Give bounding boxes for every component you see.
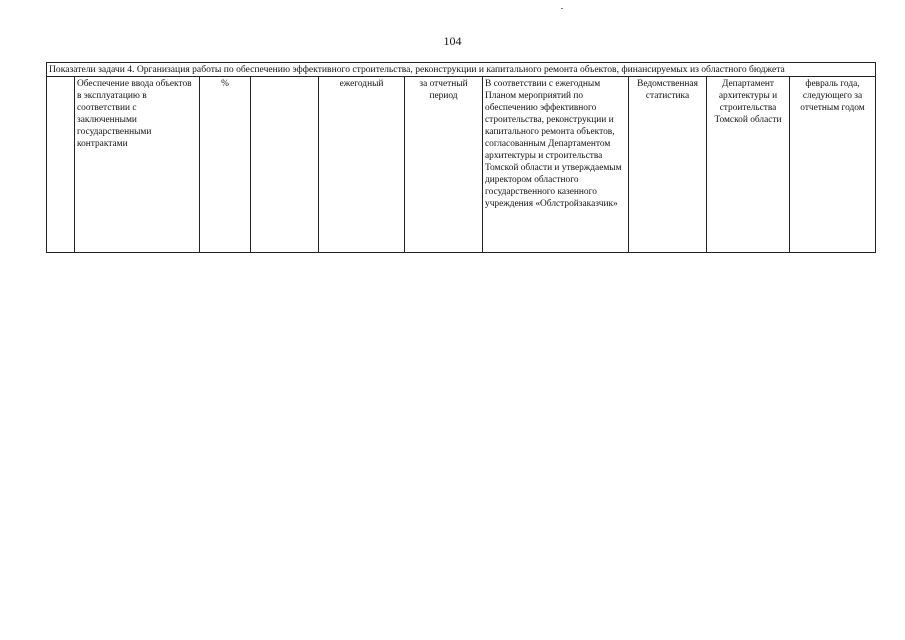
period-cell: за отчетный период bbox=[405, 77, 483, 253]
section-title: Показатели задачи 4. Организация работы по обеспечению эффективного строительства, реконструкции и капитального ремонта объектов, финансируемых из областного бюджета bbox=[47, 63, 876, 77]
method-cell: В соответствии с ежегодным Планом мероприятий по обеспечению эффективного строительства, реконструкции и капитального ремонта объектов, согласованным Департаментом архитектуры и строительства Томской области и утверждаемым директором областного государственного казенного учреждения «Облстройзаказчик» bbox=[483, 77, 629, 253]
table-row bbox=[47, 77, 876, 253]
unit-cell: % bbox=[200, 77, 251, 253]
source-cell: Ведомственная статистика bbox=[629, 77, 707, 253]
frequency-cell: ежегодный bbox=[319, 77, 405, 253]
empty-cell bbox=[251, 77, 319, 253]
indicator-name-cell: Обеспечение ввода объектов в эксплуатацию в соответствии с заключенными государственными контрактами bbox=[75, 77, 200, 253]
responsible-cell: Департамент архитектуры и строительства Томской области bbox=[707, 77, 790, 253]
indicators-table bbox=[46, 62, 876, 253]
page-number: 104 bbox=[443, 34, 462, 48]
section-header-row bbox=[47, 63, 876, 77]
row-number-cell bbox=[47, 77, 75, 253]
deadline-cell: февраль года, следующего за отчетным годом bbox=[790, 77, 876, 253]
scan-speck bbox=[561, 8, 563, 9]
